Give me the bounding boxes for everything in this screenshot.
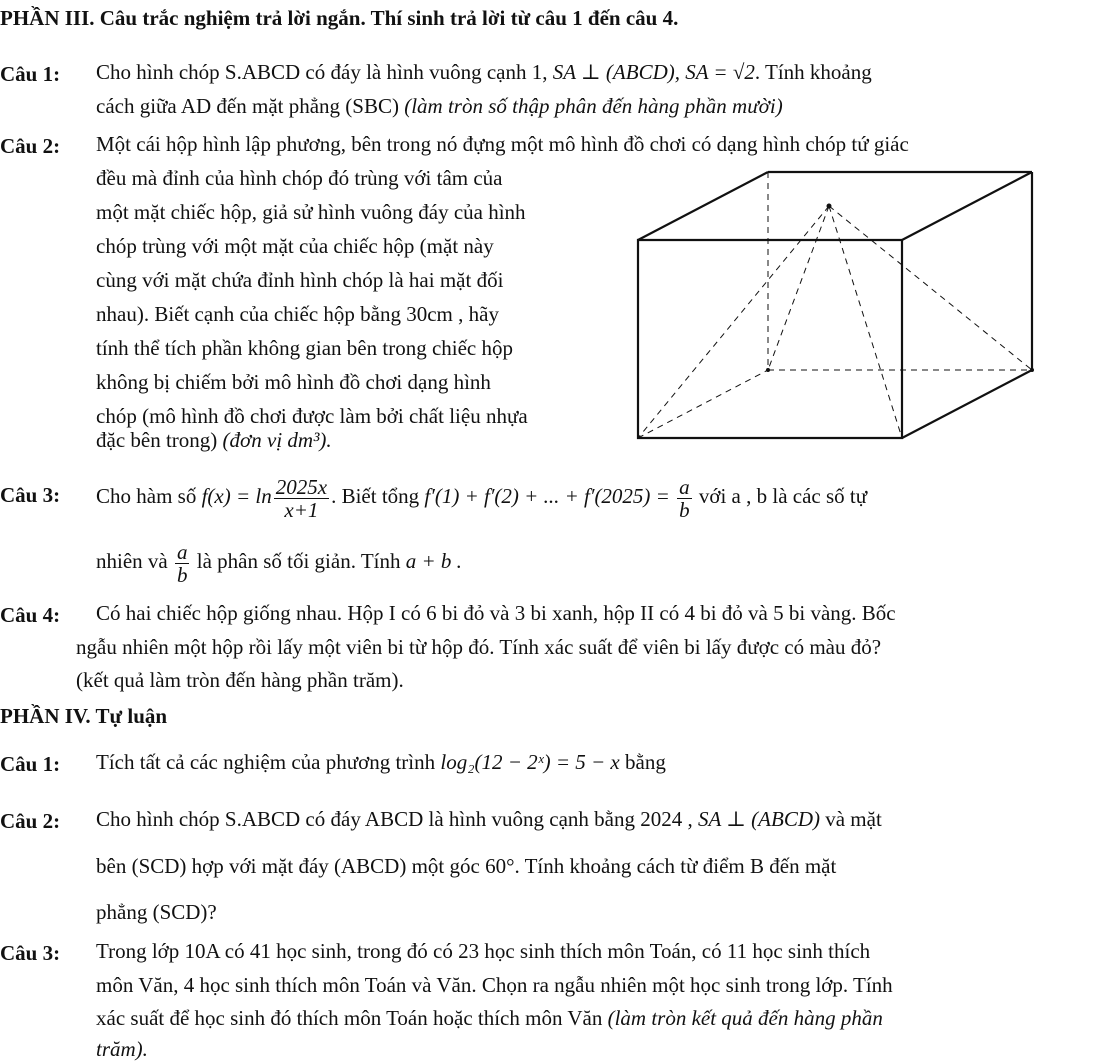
- p3-q3-text3: với a , b là các số tự: [698, 484, 868, 508]
- p3-q2-label: Câu 2:: [0, 134, 61, 158]
- p3-q1-label: Câu 1:: [0, 62, 61, 86]
- p3-q1-line2: [96, 93, 783, 119]
- p3-q2-line10: [96, 427, 332, 453]
- p3-q3-frac3-den: b: [176, 562, 188, 587]
- p3-q3-apb: a + b .: [405, 549, 462, 573]
- p3-q3-text2: . Biết tổng: [331, 484, 420, 508]
- p3-q3-text5: là phân số tối giản. Tính: [196, 549, 401, 573]
- part3-heading: PHẦN III. Câu trắc nghiệm trả lời ngắn. Thí sinh trả lời từ câu 1 đến câu 4.: [0, 6, 679, 30]
- p3-q3-sum: f′(1) + f′(2) + ... + f′(2025) =: [424, 484, 670, 508]
- p3-q3-frac3: [175, 541, 190, 586]
- cube-hidden-edges: [638, 172, 1032, 438]
- p3-q3-frac1-den: x+1: [284, 497, 319, 522]
- p3-q2-line3: một mặt chiếc hộp, giả sử hình vuông đáy của hình: [96, 200, 526, 224]
- p4-q1-text1: Tích tất cả các nghiệm của phương trình: [96, 750, 436, 774]
- pyramid-apex: [827, 204, 832, 209]
- p3-q3-frac2: [677, 476, 692, 521]
- p4-q2-line1: [96, 806, 882, 832]
- p3-q3-frac2-den: b: [679, 497, 690, 522]
- p4-q2-math1: SA ⊥ (ABCD): [697, 807, 820, 831]
- p3-q3-label: Câu 3:: [0, 483, 61, 507]
- p4-q1-line1: [96, 749, 666, 775]
- p3-q4-label: Câu 4:: [0, 603, 61, 627]
- p4-q3-line3: [96, 1005, 883, 1031]
- p4-q3-text3: xác suất để học sinh đó thích môn Toán hoặc thích môn Văn: [96, 1006, 603, 1030]
- p3-q3-frac1-num: 2025x: [275, 474, 328, 499]
- p3-q2-line7: tính thể tích phần không gian bên trong chiếc hộp: [96, 336, 513, 360]
- p4-q3-line1: Trong lớp 10A có 41 học sinh, trong đó có 23 học sinh thích môn Toán, có 11 học sinh thích: [96, 939, 871, 963]
- p3-q1-text3: cách giữa AD đến mặt phẳng (SBC): [96, 94, 399, 118]
- cube-edge-tl: [638, 172, 768, 240]
- p4-q3-label: Câu 3:: [0, 941, 61, 965]
- p4-q3-line4: trăm).: [96, 1037, 148, 1061]
- p4-q2-label: Câu 2:: [0, 809, 61, 833]
- p3-q1-text1: Cho hình chóp S.ABCD có đáy là hình vuông cạnh 1,: [96, 60, 548, 84]
- p3-q1-note: (làm tròn số thập phân đến hàng phần mười): [404, 94, 783, 118]
- p3-q2-line8: không bị chiếm bởi mô hình đồ chơi dạng hình: [96, 370, 491, 394]
- p3-q3-text4: nhiên và: [96, 549, 168, 573]
- p4-q3-note: (làm tròn kết quả đến hàng phần: [607, 1006, 883, 1030]
- pyramid-edge-4: [768, 206, 829, 370]
- cube-front-face: [638, 240, 902, 438]
- p3-q1-line1: [96, 59, 872, 85]
- p3-q1-text2: . Tính khoảng: [754, 60, 872, 84]
- cube-edge-tr: [902, 172, 1032, 240]
- hidden-vertex: [766, 368, 770, 372]
- p3-q3-fx: f(x) = ln: [201, 484, 272, 508]
- p3-q3-frac1: [274, 476, 329, 521]
- p3-q3-frac3-num: a: [176, 539, 188, 564]
- p4-q2-text2: và mặt: [825, 807, 882, 831]
- p3-q2-line2: đều mà đỉnh của hình chóp đó trùng với tâm của: [96, 166, 503, 190]
- p3-q2-line6: nhau). Biết cạnh của chiếc hộp bằng 30cm , hãy: [96, 302, 499, 326]
- p3-q4-line2: ngẫu nhiên một hộp rồi lấy một viên bi từ hộp đó. Tính xác suất để viên bi lấy được có màu đỏ?: [76, 635, 882, 659]
- p3-q2-line9: chóp (mô hình đồ chơi được làm bởi chất liệu nhựa: [96, 404, 528, 428]
- p3-q3-line2: [96, 535, 462, 587]
- cube-pyramid-figure: [636, 168, 1048, 444]
- p3-q3-text1: Cho hàm số: [96, 484, 197, 508]
- back-vertex: [1030, 368, 1034, 372]
- p4-q2-line2: bên (SCD) hợp với mặt đáy (ABCD) một góc 60°. Tính khoảng cách từ điểm B đến mặt: [96, 854, 837, 878]
- p3-q2-line1: Một cái hộp hình lập phương, bên trong nó đựng một mô hình đồ chơi có dạng hình chóp tứ giác: [96, 132, 909, 156]
- p4-q2-line3: phẳng (SCD)?: [96, 900, 217, 924]
- p3-q1-math1: SA ⊥ (ABCD), SA = √2: [552, 60, 755, 84]
- pyramid-edge-3: [829, 206, 1032, 370]
- p3-q2-unit: (đơn vị dm³).: [222, 428, 332, 452]
- p4-q2-text1: Cho hình chóp S.ABCD có đáy ABCD là hình vuông cạnh bằng 2024 ,: [96, 807, 693, 831]
- part4-heading: PHẦN IV. Tự luận: [0, 704, 168, 728]
- p4-q1-label: Câu 1:: [0, 752, 61, 776]
- p3-q3-frac2-num: a: [679, 474, 690, 499]
- p3-q4-line3: (kết quả làm tròn đến hàng phần trăm).: [76, 668, 404, 692]
- p3-q2-text10: đặc bên trong): [96, 428, 218, 452]
- p3-q3-line1: [96, 470, 867, 522]
- hidden-edge-diagonal: [638, 370, 768, 438]
- p4-q3-line2: môn Văn, 4 học sinh thích môn Toán và Văn. Chọn ra ngẫu nhiên một học sinh trong lớp. Tính: [96, 973, 893, 997]
- p3-q2-line4: chóp trùng với một mặt của chiếc hộp (mặt này: [96, 234, 494, 258]
- cube-edge-br: [902, 370, 1032, 438]
- p4-q1-text2: bằng: [625, 750, 666, 774]
- p4-q1-equation: log₂(12 − 2ˣ) = 5 − x: [440, 750, 620, 774]
- p3-q4-line1: Có hai chiếc hộp giống nhau. Hộp I có 6 bi đỏ và 3 bi xanh, hộp II có 4 bi đỏ và 5 bi vàng. Bốc: [96, 601, 896, 625]
- cube-visible-edges: [638, 172, 1032, 438]
- p3-q2-line5: cùng với mặt chứa đỉnh hình chóp là hai mặt đối: [96, 268, 504, 292]
